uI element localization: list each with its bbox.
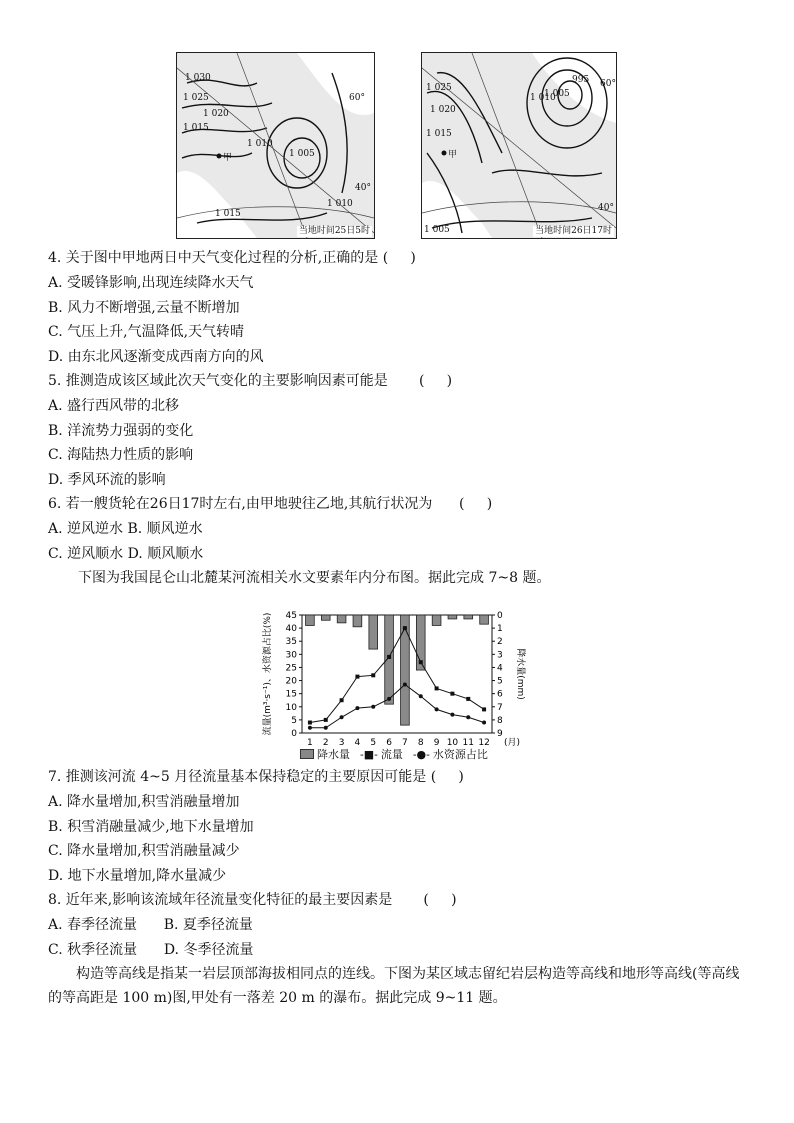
flow-point xyxy=(355,675,359,679)
share-point xyxy=(403,682,407,686)
map-timestamp: 当地时间25日5时 xyxy=(298,226,370,236)
share-point xyxy=(371,705,375,709)
y-right-tick-label: 8 xyxy=(497,715,503,726)
share-point xyxy=(324,726,328,730)
precip-bar xyxy=(432,615,441,625)
x-tick-label: 4 xyxy=(354,738,361,748)
precip-bar xyxy=(337,615,346,623)
y-left-tick-label: 0 xyxy=(291,729,297,739)
precip-bar xyxy=(321,615,330,620)
x-tick-label: 2 xyxy=(322,738,329,748)
flow-point xyxy=(419,660,423,664)
share-point xyxy=(450,713,454,717)
map-label: 1 010 xyxy=(327,199,353,209)
precip-bar xyxy=(480,615,489,624)
legend-flow-marker: -■- xyxy=(360,747,378,761)
flow-point xyxy=(482,707,486,711)
q4-option-d: D. 由东北风逐渐变成西南方向的风 xyxy=(48,349,264,365)
q7-option-c: C. 降水量增加,积雪消融量减少 xyxy=(48,843,240,859)
map-label: 60° xyxy=(349,93,365,103)
share-line xyxy=(310,684,484,727)
q6-stem: 6. 若一艘货轮在26日17时左右,由甲地驶往乙地,其航行状况为 ( ) xyxy=(48,496,493,512)
q6-options-ab: A. 逆风逆水 B. 顺风逆水 xyxy=(48,521,203,537)
map-label: 1 005 xyxy=(544,89,570,99)
flow-point xyxy=(466,697,470,701)
flow-point xyxy=(371,673,375,677)
y-left-tick-label: 40 xyxy=(285,624,297,635)
q5-option-a: A. 盛行西风带的北移 xyxy=(48,398,180,414)
y-left-tick-label: 25 xyxy=(285,663,297,674)
map-label: 1 015 xyxy=(215,209,241,219)
map-timestamp: 当地时间26日17时 xyxy=(535,226,612,236)
y-right-tick-label: 4 xyxy=(497,663,503,674)
y-left-tick-label: 15 xyxy=(285,689,297,700)
x-tick-label: 10 xyxy=(446,738,459,748)
q5-option-d: D. 季风环流的影响 xyxy=(48,472,166,488)
map-label: 1 020 xyxy=(203,109,229,119)
x-tick-label: 8 xyxy=(417,738,424,748)
q7-stem: 7. 推测该河流 4~5 月径流量基本保持稳定的主要原因可能是 ( ) xyxy=(48,769,464,785)
x-axis-unit: (月) xyxy=(504,738,521,748)
map-label: 1 020 xyxy=(430,105,456,115)
legend-precip xyxy=(300,746,350,762)
flow-point xyxy=(308,721,312,725)
flow-point xyxy=(324,718,328,722)
q5-option-c: C. 海陆热力性质的影响 xyxy=(48,447,194,463)
precip-bar xyxy=(448,615,457,619)
y-right-tick-label: 1 xyxy=(497,624,503,635)
weather-map-25 xyxy=(176,52,375,239)
precip-bar xyxy=(369,615,378,649)
map-label: 40° xyxy=(598,203,614,213)
x-tick-label: 11 xyxy=(462,738,474,748)
x-tick-label: 5 xyxy=(370,738,377,748)
q8-options-cd: C. 秋季径流量 D. 冬季径流量 xyxy=(48,942,254,958)
share-point xyxy=(419,694,423,698)
q7-option-b: B. 积雪消融量减少,地下水量增加 xyxy=(48,819,254,835)
y-left-tick-label: 45 xyxy=(285,611,297,621)
map-label: 60° xyxy=(600,79,616,89)
x-tick-label: 12 xyxy=(478,738,490,748)
y-right-tick-label: 9 xyxy=(497,729,503,739)
map-label: 1 025 xyxy=(183,93,209,103)
precip-bar xyxy=(353,615,362,627)
map-label: 1 015 xyxy=(183,123,209,133)
y-left-tick-label: 10 xyxy=(285,702,297,713)
y-right-tick-label: 0 xyxy=(497,611,503,621)
flow-line xyxy=(310,628,484,722)
map-label: 1 005 xyxy=(424,225,450,235)
place-jia: 甲 xyxy=(223,153,233,163)
y-right-label: 降水量(mm) xyxy=(515,648,525,700)
y-left-tick-label: 5 xyxy=(291,715,297,726)
y-left-label: 流量(m³·s⁻¹)、水资源占比(%) xyxy=(263,612,273,736)
hydrology-chart xyxy=(260,596,530,764)
map-label: 1 005 xyxy=(289,149,315,159)
map-label: 995 xyxy=(572,75,590,85)
y-right-tick-label: 5 xyxy=(497,676,503,687)
share-point xyxy=(340,715,344,719)
legend-flow xyxy=(360,746,403,762)
q4-option-b: B. 风力不断增强,云量不断增加 xyxy=(48,300,240,316)
place-jia: 甲 xyxy=(448,150,458,160)
legend-bar-swatch xyxy=(300,749,314,759)
precip-bar xyxy=(385,615,394,704)
precip-bar xyxy=(464,615,473,619)
flow-point xyxy=(387,655,391,659)
share-point xyxy=(482,721,486,725)
chart-legend xyxy=(300,746,488,762)
q5-stem: 5. 推测造成该区域此次天气变化的主要影响因素可能是 ( ) xyxy=(48,373,453,389)
y-right-tick-label: 2 xyxy=(497,637,503,648)
legend-share xyxy=(413,746,488,762)
q5-option-b: B. 洋流势力强弱的变化 xyxy=(48,423,194,439)
share-point xyxy=(308,726,312,730)
y-left-tick-label: 30 xyxy=(285,650,297,661)
flow-point xyxy=(435,686,439,690)
map-label: 1 010 xyxy=(247,139,273,149)
x-tick-label: 1 xyxy=(307,738,313,748)
x-tick-label: 9 xyxy=(433,738,440,748)
q6-options-cd: C. 逆风顺水 D. 顺风顺水 xyxy=(48,546,204,562)
y-right-tick-label: 3 xyxy=(497,650,503,661)
share-point xyxy=(466,715,470,719)
legend-share-marker: -●- xyxy=(412,747,430,761)
q8-stem: 8. 近年来,影响该流域年径流量变化特征的最主要因素是 ( ) xyxy=(48,892,457,908)
flow-point xyxy=(340,698,344,702)
share-point xyxy=(435,707,439,711)
precip-bar xyxy=(306,615,315,625)
flow-point xyxy=(403,626,407,630)
x-tick-label: 6 xyxy=(386,738,392,748)
share-point xyxy=(355,706,359,710)
weather-map-26 xyxy=(421,52,617,239)
q4-stem: 4. 关于图中甲地两日中天气变化过程的分析,正确的是 ( ) xyxy=(48,250,416,266)
map-label: 1 025 xyxy=(426,83,452,93)
map-label: 1 010 xyxy=(530,93,556,103)
x-tick-label: 7 xyxy=(402,738,408,748)
map-label: 40° xyxy=(355,183,371,193)
precip-bar xyxy=(401,615,410,725)
q8-options-ab: A. 春季径流量 B. 夏季径流量 xyxy=(48,917,253,933)
legend-label: 水资源占比 xyxy=(432,748,488,761)
legend-label: 流量 xyxy=(380,748,403,761)
share-point xyxy=(387,697,391,701)
q7-option-d: D. 地下水量增加,降水量减少 xyxy=(48,868,227,884)
q4-option-a: A. 受暖锋影响,出现连续降水天气 xyxy=(48,275,254,291)
q4-option-c: C. 气压上升,气温降低,天气转晴 xyxy=(48,324,245,340)
q7-option-a: A. 降水量增加,积雪消融量增加 xyxy=(48,794,240,810)
x-tick-label: 3 xyxy=(338,738,345,748)
map-label: 1 030 xyxy=(185,73,211,83)
plot-frame xyxy=(302,615,492,733)
map-label: 1 015 xyxy=(426,129,452,139)
y-right-tick-label: 7 xyxy=(497,702,503,713)
legend-label: 降水量 xyxy=(317,748,350,761)
intro-q9-11: 构造等高线是指某一岩层顶部海拔相同点的连线。下图为某区域志留纪岩层构造等高线和地形等高线(等高线的等高距是 100 m)图,甲处有一落差 20 m 的瀑布。据此完成 9~11 题。 xyxy=(48,966,740,1006)
flow-point xyxy=(450,692,454,696)
y-left-tick-label: 20 xyxy=(285,676,297,687)
intro-q7-8: 下图为我国昆仑山北麓某河流相关水文要素年内分布图。据此完成 7~8 题。 xyxy=(78,570,551,586)
y-left-tick-label: 35 xyxy=(285,637,297,648)
y-right-tick-label: 6 xyxy=(497,689,503,700)
